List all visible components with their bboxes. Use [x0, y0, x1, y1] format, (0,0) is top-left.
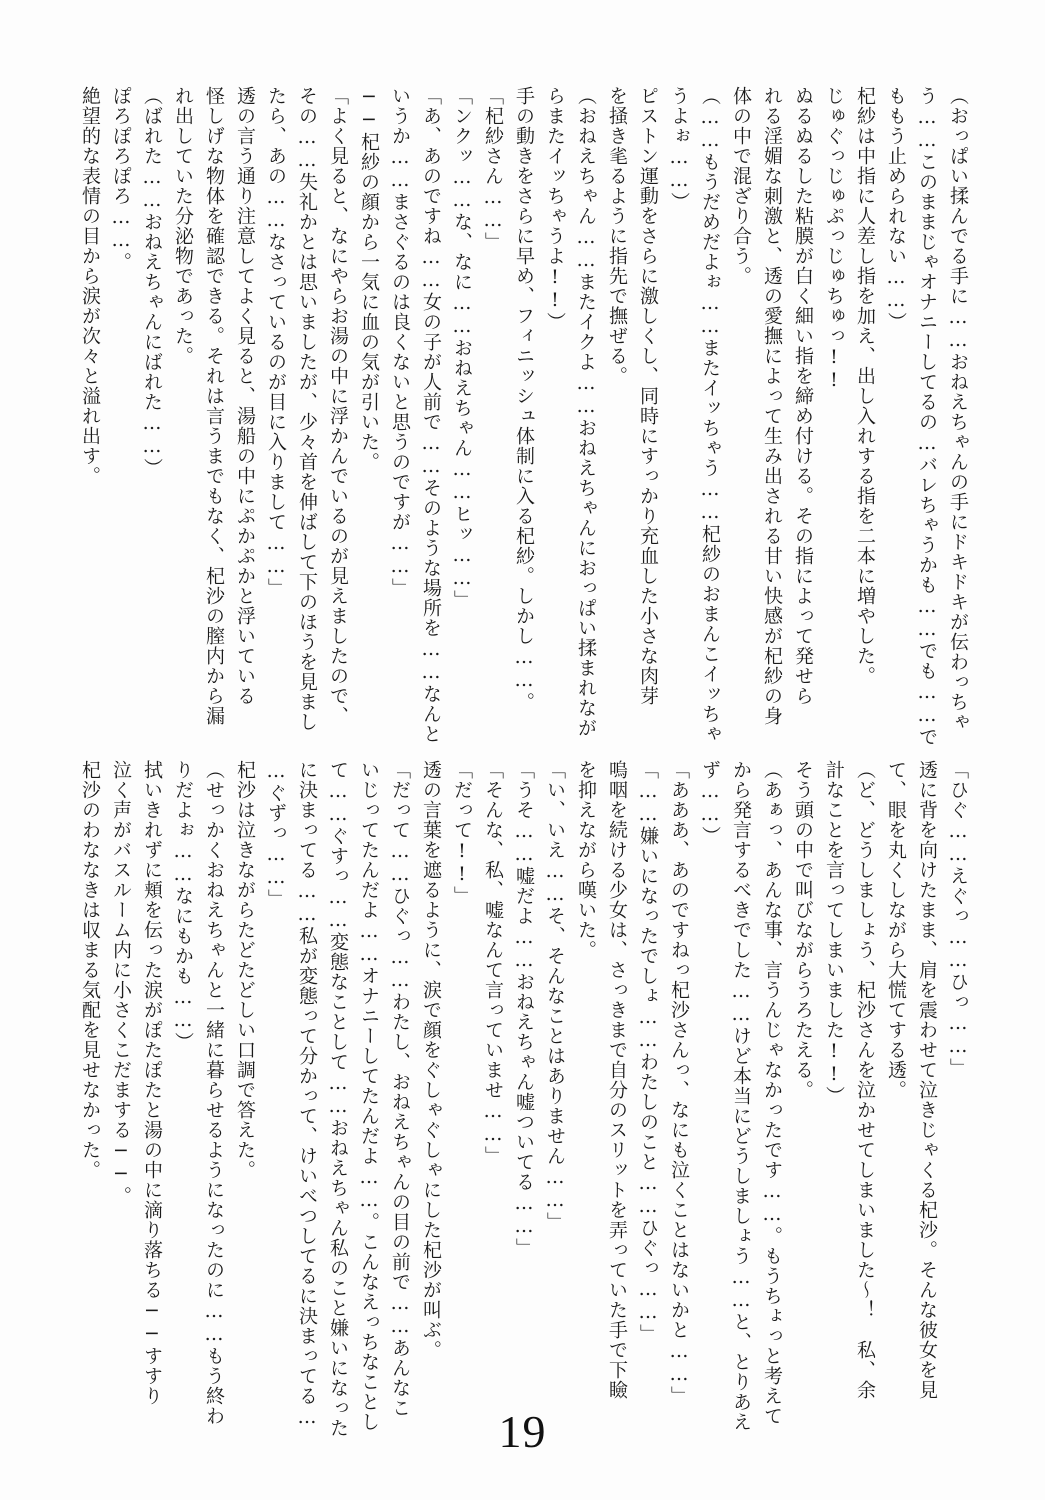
- text-line: いじってたんだよ……オナニーしてたんだよ……。こんなえっちなことし: [358, 760, 380, 1432]
- text-line: 泣く声がバスルーム内に小さくこだまする──。: [110, 760, 132, 1206]
- text-line: て、眼を丸くしながら大慌てする透。: [885, 760, 907, 1100]
- text-line: ピストン運動をさらに激しくし、同時にすっかり充血した小さな肉芽: [637, 86, 659, 706]
- text-line: 透の言葉を遮るように、涙で顔をぐしゃぐしゃにした杞沙が叫ぶ。: [420, 760, 442, 1360]
- text-line: らまたイッちゃうよ!!）: [544, 86, 566, 332]
- text-line: に決まってる……私が変態って分かって、けいべつしてるに決まってる…: [296, 760, 318, 1429]
- text-line: （あぁっ、あんな事、言うんじゃなかったです……。もうちょっと考えて: [761, 760, 783, 1426]
- text-line: 絶望的な表情の目から涙が次々と溢れ出す。: [79, 86, 101, 486]
- text-line: 透の言う通り注意してよく見ると、湯船の中にぷかぷかと浮いている: [234, 86, 256, 706]
- text-line: 「うそ……嘘だよ……おねえちゃん嘘ついてる……」: [513, 760, 535, 1258]
- text-line: れる淫媚な刺激と、透の愛撫によって生み出される甘い快感が杞紗の身: [761, 86, 783, 726]
- text-line: ──杞紗の顔から一気に血の気が引いた。: [358, 86, 380, 472]
- text-line: 杞沙は泣きながらたどたどしい口調で答えた。: [234, 760, 256, 1180]
- text-line: （ばれた……おねえちゃんにばれた……）: [141, 86, 163, 478]
- text-line: 「い、いえ……そ、そんなことはありません……」: [544, 760, 566, 1232]
- text-line: 「だって……ひぐっ……わたし、おねえちゃんの目の前で……あんなこ: [389, 760, 411, 1418]
- text-line: 「あ、あのですね……女の子が人前で……そのような場所を……なんと: [420, 86, 442, 744]
- text-line: その……失礼かとは思いましたが、少々首を伸ばして下のほうを見まし: [296, 86, 318, 732]
- text-line: ず……）: [699, 760, 721, 846]
- text-line: 透に背を向けたまま、肩を震わせて泣きじゃくる杞沙。そんな彼女を見: [916, 760, 938, 1400]
- text-line: を抑えながら嘆いた。: [575, 760, 597, 960]
- text-line: れ出していた分泌物であった。: [172, 86, 194, 366]
- text-line: 「あああ、あのですねっ杞沙さんっ、なにも泣くことはないかと……」: [668, 760, 690, 1406]
- text-line: （ど、どうしましょう、杞沙さんを泣かせてしまいました～！ 私、余: [854, 760, 876, 1400]
- text-line: （せっかくおねえちゃんと一緒に暮らせるようになったのに……もう終わ: [203, 760, 225, 1426]
- text-line: （おっぱい揉んでる手に……おねえちゃんの手にドキドキが伝わっちゃ: [947, 86, 969, 732]
- text-line: たら、あの……なさっているのが目に入りまして……」: [265, 86, 287, 598]
- text-line: ももう止められない……）: [885, 86, 907, 332]
- text-line: 杞沙のわななきは収まる気配を見せなかった。: [79, 760, 101, 1180]
- text-line: 嗚咽を続ける少女は、さっきまで自分のスリットを弄っていた手で下瞼: [606, 760, 628, 1400]
- text-line: いうか……まさぐるのは良くないと思うのですが……」: [389, 86, 411, 598]
- text-line: から発言するべきでした……けど本当にどうしましょう……と、とりあえ: [730, 760, 752, 1432]
- text-line: 杞紗は中指に人差し指を加え、出し入れする指を二本に増やした。: [854, 86, 876, 686]
- text-line: 手の動きをさらに早め、フィニッシュ体制に入る杞紗。しかし……。: [513, 86, 535, 712]
- text-line: じゅぐっじゅぷっじゅちゅっ!!: [823, 86, 845, 392]
- text-line: 体の中で混ざり合う。: [730, 86, 752, 286]
- text-line: （……もうだめだよぉ……またイッちゃう……杞紗のおまんこイッちゃ: [699, 86, 721, 744]
- text-line: うよぉ……）: [668, 86, 690, 212]
- text-line: を掻き毟るように指先で撫ぜる。: [606, 86, 628, 386]
- text-line: 怪しげな物体を確認できる。それは言うまでもなく、杞沙の膣内から漏: [203, 86, 225, 726]
- text-line: 「ひぐ……えぐっ……ひっ……」: [947, 760, 969, 1078]
- text-line: て……ぐすっ……変態なことして……おねえちゃん私のこと嫌いになった: [327, 760, 349, 1438]
- text-line: ぬるぬるした粘膜が白く細い指を締め付ける。その指によって発せら: [792, 86, 814, 706]
- text-line: 「よく見ると、なにやらお湯の中に浮かんでいるのが見えましたので、: [327, 86, 349, 726]
- text-line: 「ンクッ……な、なに……おねえちゃん……ヒッ……」: [451, 86, 473, 610]
- text-line: 「……嫌いになったでしょ……わたしのこと……ひぐっ……」: [637, 760, 659, 1344]
- text-line: う……このままじゃオナニーしてるの…バレちゃうかも……でも……で: [916, 86, 938, 747]
- text-line: 「そんな、私、嘘なんて言っていませ……」: [482, 760, 504, 1166]
- upper-text-block: [79, 86, 973, 747]
- page-number: 19: [498, 1406, 547, 1457]
- text-line: 計なことを言ってしまいました!!）: [823, 760, 845, 1106]
- text-line: 「だって!!」: [451, 760, 473, 906]
- text-line: そう頭の中で叫びながらうろたえる。: [792, 760, 814, 1100]
- text-line: りだよぉ……なにもかも……）: [172, 760, 194, 1052]
- text-line: ぽろぽろぽろ……。: [110, 86, 132, 272]
- text-line: 拭いきれずに頬を伝った涙がぽたぽたと湯の中に滴り落ちる──すすり: [141, 760, 163, 1406]
- text-line: （おねえちゃん……またイクよ……おねえちゃんにおっぱい揉まれなが: [575, 86, 597, 738]
- text-line: …ぐずっ……」: [265, 760, 287, 909]
- text-line: 「杞紗さん……」: [482, 86, 504, 252]
